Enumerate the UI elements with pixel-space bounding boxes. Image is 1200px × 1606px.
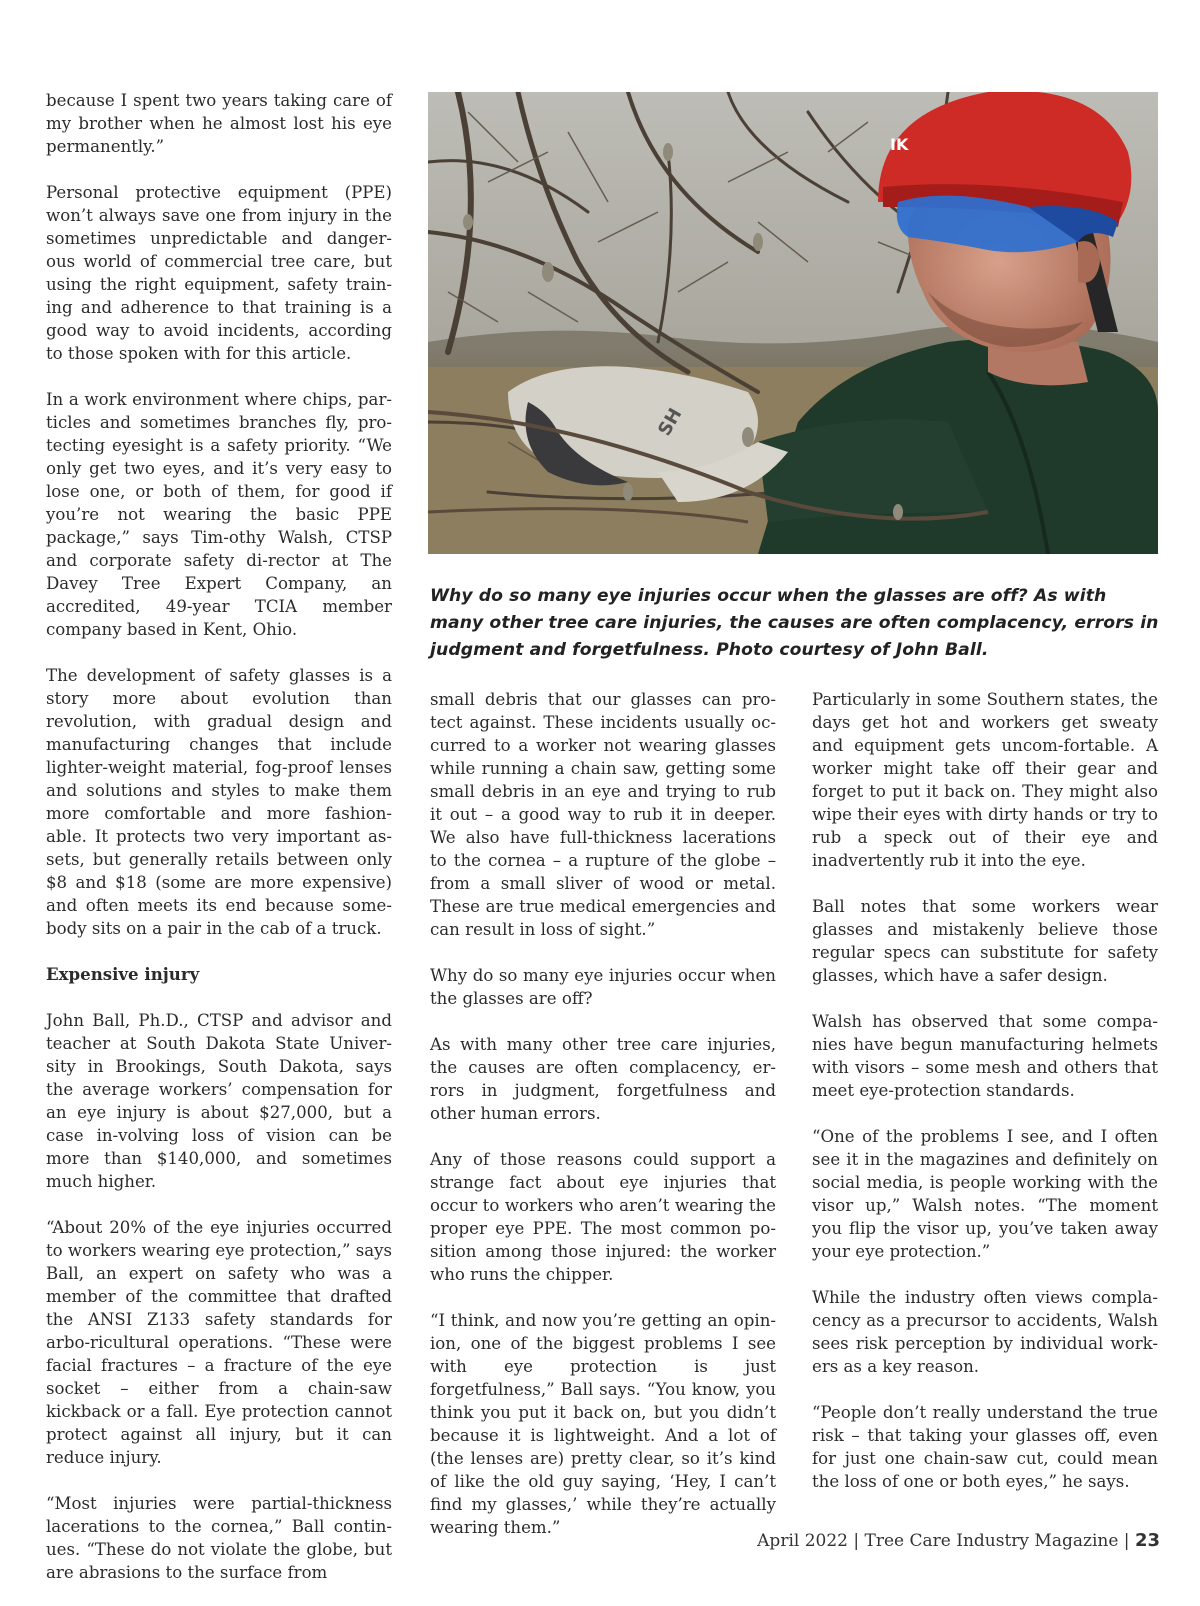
paragraph: small debris that our glasses can pro-tect against. These incidents usually oc-curred to a worker not wearing glasses while running a chain saw, getting some small debris in an eye and trying to rub it out – a good way to rub it in deeper. We also have full-thickness lacerations to the cornea – a rupture of the globe – from a small sliver of wood or metal. These are true medical emergencies and can result in loss of sight.” (430, 690, 776, 939)
article-column-1 (46, 89, 392, 1584)
paragraph: because I spent two years taking care of my brother when he almost lost his eye permanently.” (46, 91, 392, 156)
glove-logo: SH (654, 404, 687, 440)
article-column-2 (430, 688, 776, 1539)
paragraph: As with many other tree care injuries, the causes are often complacency, er-rors in judgment, forgetfulness and other human errors. (430, 1035, 776, 1123)
paragraph: The development of safety glasses is a story more about evolution than revolution, with gradual design and manufacturing changes that include lighter-weight material, fog-proof lenses and solutions and styles to make them more comfortable and more fashion-able. It protects two very important as-sets, but generally retails between only $8 and $18 (some are more expensive) and often meets its end because some-body sits on a pair in the cab of a truck. (46, 666, 392, 938)
page-number: 23 (1134, 1530, 1160, 1551)
paragraph: Ball notes that some workers wear glasses and mistakenly believe those regular specs can substitute for safety glasses, which have a safer design. (812, 897, 1158, 985)
article-photo (428, 92, 1158, 554)
paragraph: Any of those reasons could support a strange fact about eye injuries that occur to workers who aren’t wearing the proper eye PPE. The most common po-sition among those injured: the worker who runs the chipper. (430, 1150, 776, 1284)
subheading: Expensive injury (46, 964, 200, 984)
paragraph: Why do so many eye injuries occur when the glasses are off? (430, 966, 776, 1008)
paragraph: While the industry often views compla-cency as a precursor to accidents, Walsh sees risk perception by individual work-ers as a key reason. (812, 1288, 1158, 1376)
helmet-logo: IK (890, 135, 909, 154)
paragraph: Particularly in some Southern states, the days get hot and workers get sweaty and equipment gets uncom-fortable. A worker might take off their gear and forget to put it back on. They might also wipe their eyes with dirty hands or try to rub a speck out of their eye and inadvertently rub it into the eye. (812, 690, 1158, 870)
paragraph: John Ball, Ph.D., CTSP and advisor and teacher at South Dakota State Univer-sity in Brookings, South Dakota, says the average workers’ compensation for an eye injury is about $27,000, but a case in-volving loss of vision can be more than $140,000, and sometimes much higher. (46, 1011, 392, 1191)
paragraph: “One of the problems I see, and I often see it in the magazines and definitely on social media, is people working with the visor up,” Walsh notes. “The moment you flip the visor up, you’ve taken away your eye protection.” (812, 1127, 1158, 1261)
paragraph: Walsh has observed that some compa-nies have begun manufacturing helmets with visors – some mesh and others that meet eye-protection standards. (812, 1012, 1158, 1100)
paragraph: “People don’t really understand the true risk – that taking your glasses off, even for just one chain-saw cut, could mean the loss of one or both eyes,” he says. (812, 1403, 1158, 1491)
footer-text: April 2022 | Tree Care Industry Magazine | (757, 1531, 1135, 1551)
paragraph: “About 20% of the eye injuries occurred to workers wearing eye protection,” says Ball, an expert on safety who was a member of the committee that drafted the ANSI Z133 safety standards for arbo-ricultural operations. “These were facial fractures – a fracture of the eye socket – either from a chain-saw kickback or a fall. Eye protection cannot protect against all injury, but it can reduce injury. (46, 1218, 392, 1467)
paragraph: “Most injuries were partial-thickness lacerations to the cornea,” Ball contin-ues. “These do not violate the globe, but are abrasions to the surface from (46, 1494, 392, 1582)
photo-caption: Why do so many eye injuries occur when the glasses are off? As with many other tree care injuries, the causes are often complacency, errors in judgment and forgetfulness. Photo courtesy of John Ball. (430, 586, 1159, 660)
paragraph: In a work environment where chips, par-ticles and sometimes branches fly, pro-tecting eyesight is a safety priority. “We only get two eyes, and it’s very easy to lose one, or both of them, for good if you’re not wearing the basic PPE package,” says Tim-othy Walsh, CTSP and corporate safety di-rector at The Davey Tree Expert Company, an accredited, 49-year TCIA member company based in Kent, Ohio. (46, 390, 392, 639)
page-footer (757, 1530, 1160, 1551)
article-column-3 (812, 688, 1158, 1493)
paragraph: Personal protective equipment (PPE) won’t always save one from injury in the sometimes unpredictable and danger-ous world of commercial tree care, but using the right equipment, safety train-ing and adherence to that training is a good way to avoid incidents, according to those spoken with for this article. (46, 183, 392, 363)
paragraph: “I think, and now you’re getting an opin-ion, one of the biggest problems I see with eye protection is just forgetfulness,” Ball says. “You know, you think you put it back on, but you didn’t because it is lightweight. And a lot of (the lenses are) pretty clear, so it’s kind of like the old guy saying, ‘Hey, I can’t find my glasses,’ while they’re actually wearing them.” (430, 1311, 776, 1537)
